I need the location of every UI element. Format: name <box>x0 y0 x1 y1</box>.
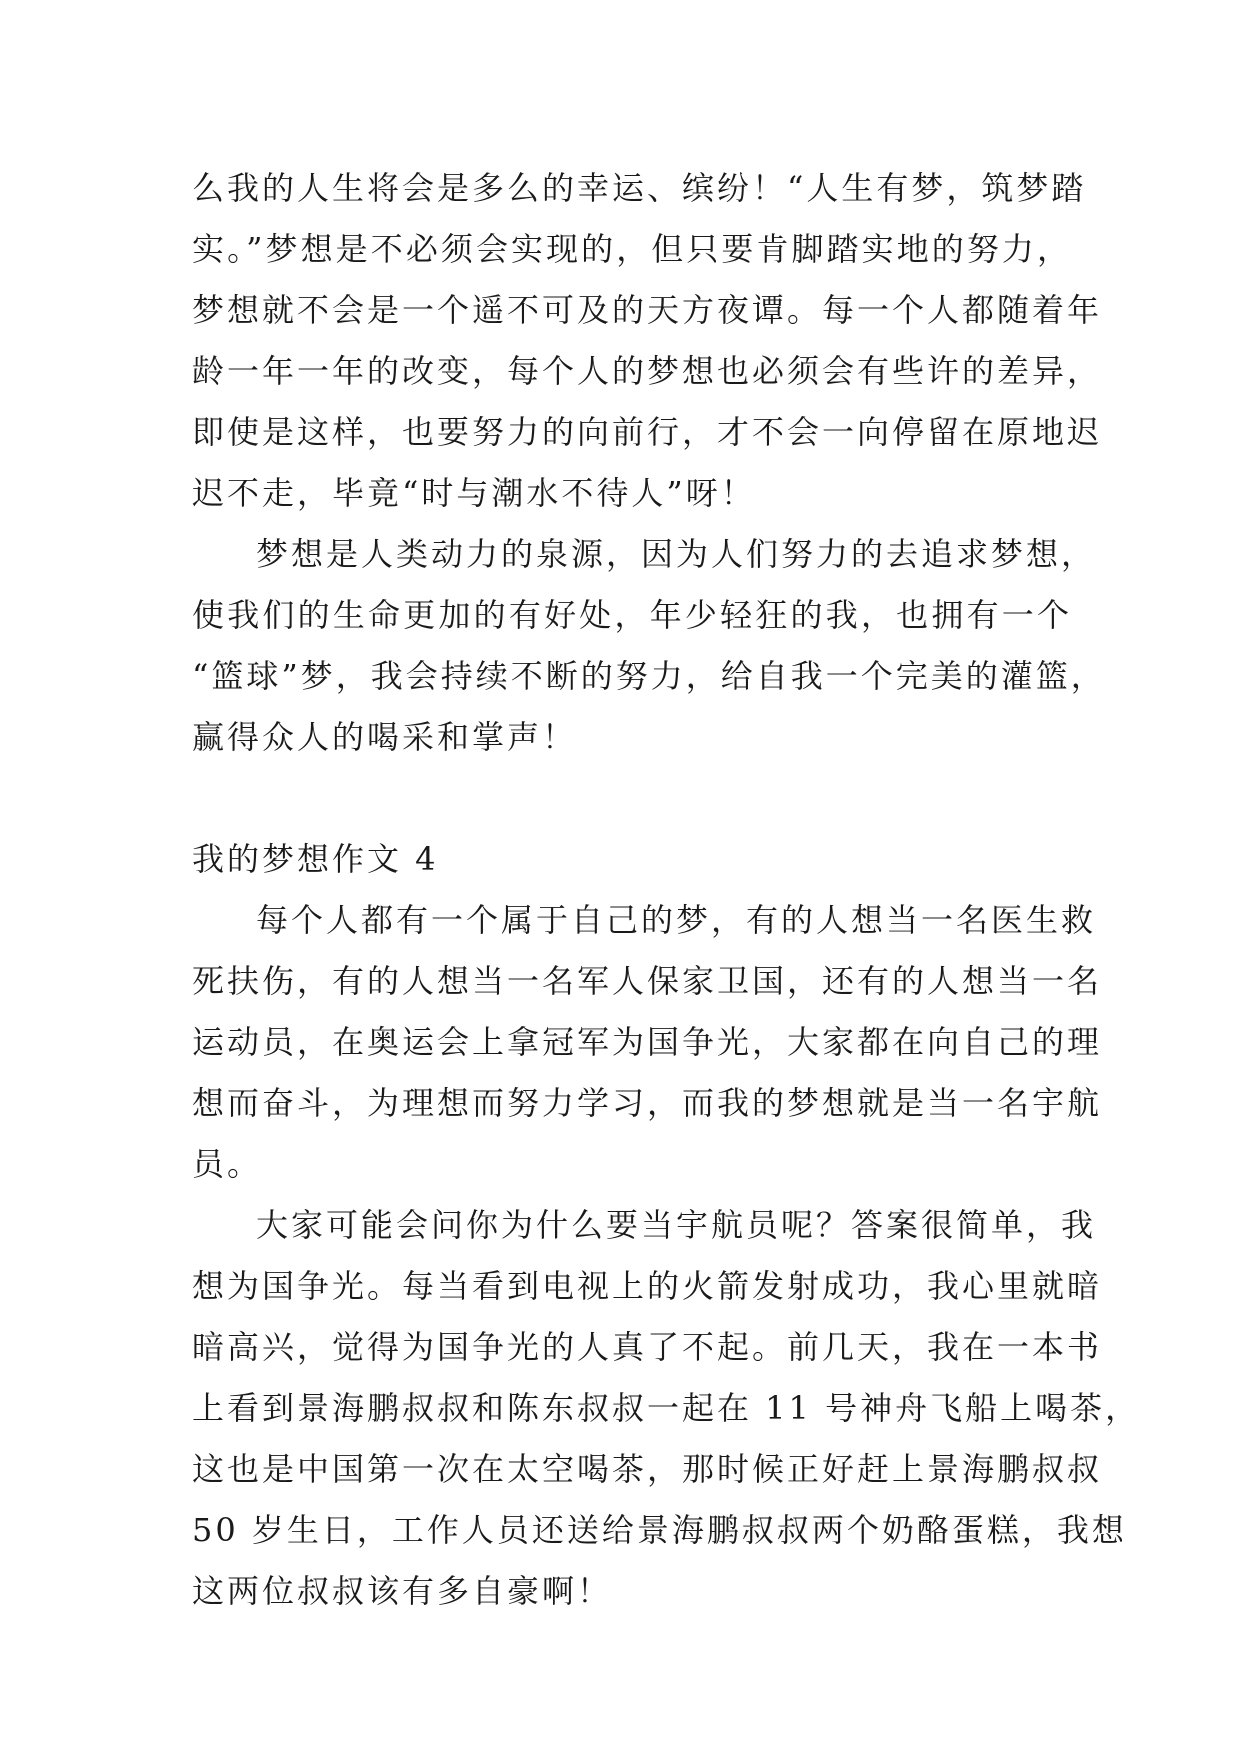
text-line: 么我的人生将会是多么的幸运、缤纷！“人生有梦，筑梦踏 <box>192 169 1087 207</box>
text-line: 使我们的生命更加的有好处，年少轻狂的我，也拥有一个 <box>192 596 1072 634</box>
text-line: 每个人都有一个属于自己的梦，有的人想当一名医生救 <box>256 901 1097 939</box>
text-line: 赢得众人的喝采和掌声！ <box>192 718 578 756</box>
text-line: 梦想是人类动力的泉源，因为人们努力的去追求梦想， <box>256 535 1097 573</box>
text-line: 这也是中国第一次在太空喝茶，那时候正好赶上景海鹏叔叔 <box>192 1450 1103 1488</box>
document-body <box>192 158 1141 1622</box>
paragraph <box>192 1195 1141 1622</box>
text-line: 想为国争光。每当看到电视上的火箭发射成功，我心里就暗 <box>192 1267 1103 1305</box>
text-line: 龄一年一年的改变，每个人的梦想也必须会有些许的差异， <box>192 352 1103 390</box>
paragraph <box>192 524 1106 768</box>
text-line: 实。”梦想是不必须会实现的，但只要肯脚踏实地的努力， <box>192 230 1072 268</box>
paragraph <box>192 158 1103 524</box>
section-spacer <box>192 768 1072 829</box>
section-heading: 我的梦想作文 4 <box>192 840 439 878</box>
text-line: 梦想就不会是一个遥不可及的天方夜谭。每一个人都随着年 <box>192 291 1103 329</box>
text-line: 大家可能会问你为什么要当宇航员呢？答案很简单，我 <box>256 1206 1097 1244</box>
text-line: 这两位叔叔该有多自豪啊！ <box>192 1572 613 1610</box>
text-line: 上看到景海鹏叔叔和陈东叔叔一起在 11 号神舟飞船上喝茶， <box>192 1389 1141 1427</box>
text-line: 即使是这样，也要努力的向前行，才不会一向停留在原地迟 <box>192 413 1103 451</box>
text-line: 运动员，在奥运会上拿冠军为国争光，大家都在向自己的理 <box>192 1023 1103 1061</box>
text-line: “篮球”梦，我会持续不断的努力，给自我一个完美的灌篮， <box>192 657 1106 695</box>
paragraph <box>192 890 1103 1195</box>
text-line: 死扶伤，有的人想当一名军人保家卫国，还有的人想当一名 <box>192 962 1103 1000</box>
text-line: 暗高兴，觉得为国争光的人真了不起。前几天，我在一本书 <box>192 1328 1103 1366</box>
text-line: 50 岁生日，工作人员还送给景海鹏叔叔两个奶酪蛋糕，我想 <box>192 1511 1127 1549</box>
text-line: 员。 <box>192 1145 263 1183</box>
text-line: 迟不走，毕竟“时与潮水不待人”呀！ <box>192 474 756 512</box>
text-line: 想而奋斗，为理想而努力学习，而我的梦想就是当一名宇航 <box>192 1084 1103 1122</box>
